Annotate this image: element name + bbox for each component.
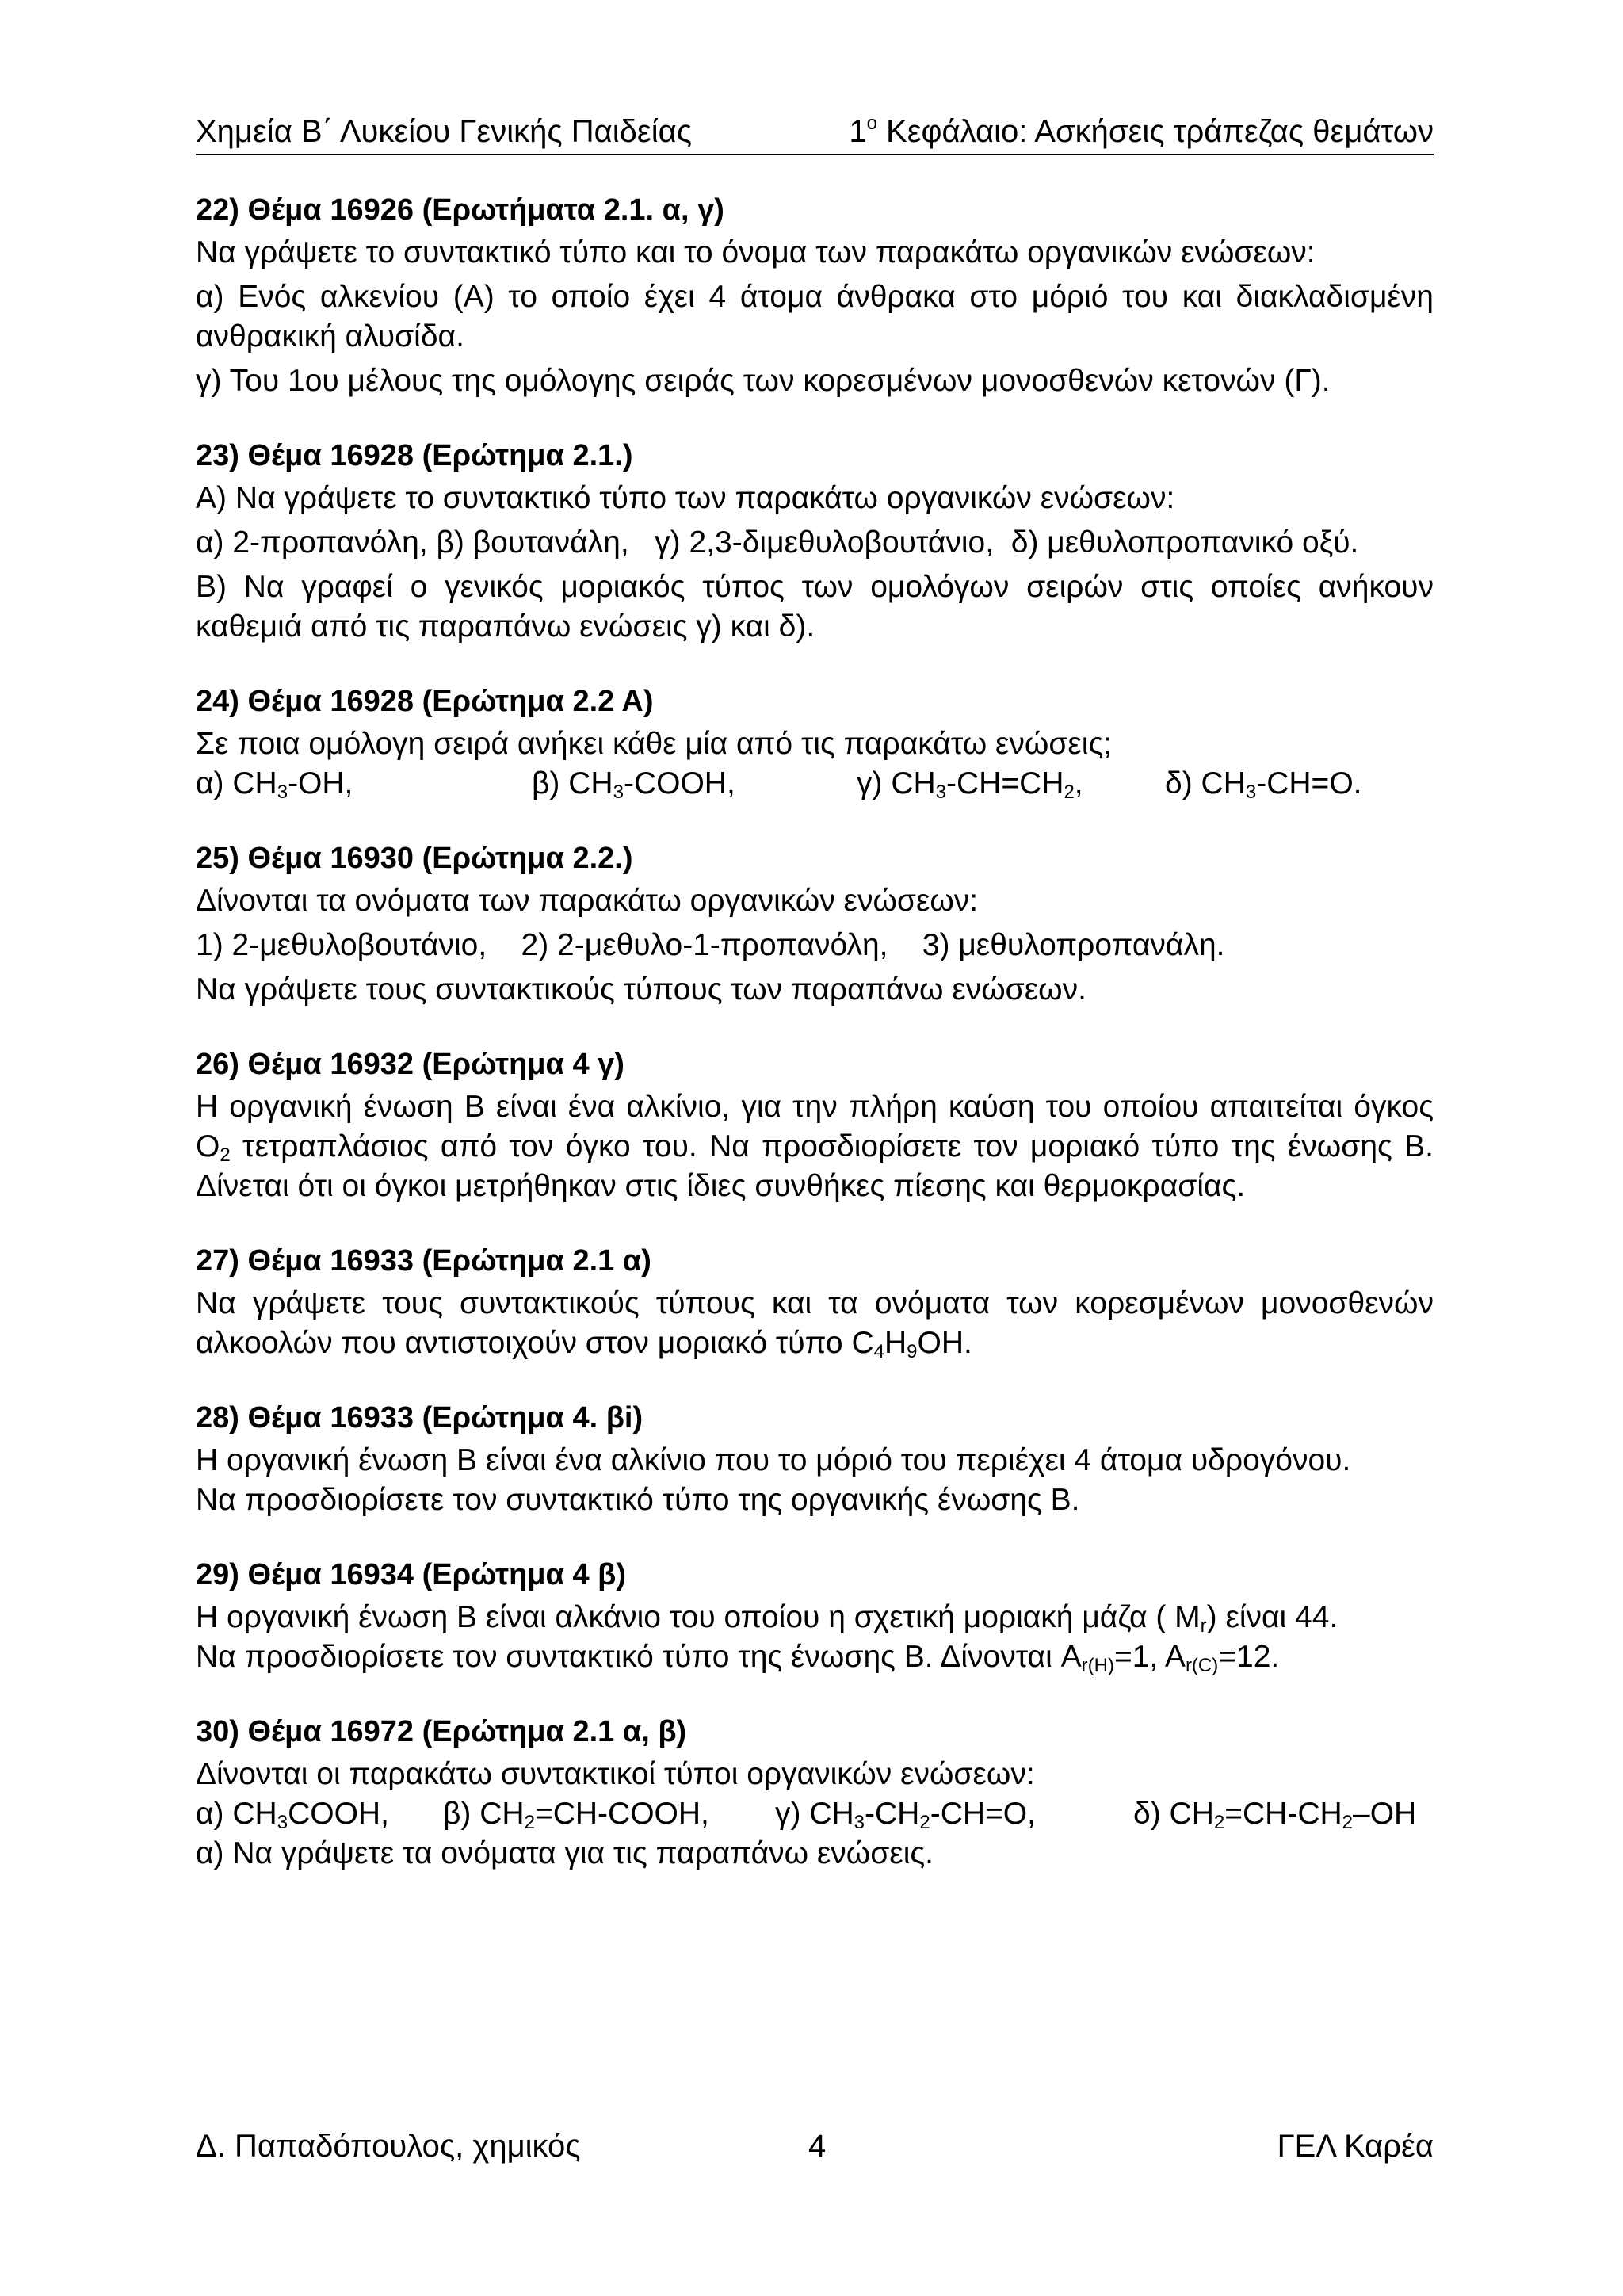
question-title: 24) Θέμα 16928 (Ερώτημα 2.2 Α) bbox=[196, 685, 654, 718]
question-text: 1) 2-μεθυλοβουτάνιο, 2) 2-μεθυλο-1-προπανόλη, 3) μεθυλοπροπανάλη. bbox=[196, 928, 1225, 962]
question-29 bbox=[196, 1555, 1434, 1677]
page-header bbox=[196, 111, 1434, 155]
question-text: γ) Του 1ου μέλους της ομόλογης σειράς των κορεσμένων μονοσθενών κετονών (Γ). bbox=[196, 364, 1331, 398]
question-text: Να γράψετε τους συντακτικούς τύπους και τα ονόματα των κορεσμένων μονοσθενών αλκοολών που αντιστοιχούν στον μοριακό τύπο $C_4H_9OH$. bbox=[196, 1286, 1434, 1362]
page-footer bbox=[196, 2126, 1434, 2167]
question-text: Να προσδιορίσετε τον συντακτικό τύπο της οργανικής ένωσης Β. bbox=[196, 1483, 1080, 1517]
question-text: Α) Να γράψετε το συντακτικό τύπο των παρακάτω οργανικών ενώσεων: bbox=[196, 481, 1175, 515]
question-25 bbox=[196, 839, 1434, 1010]
question-text: Β) Να γραφεί ο γενικός μοριακός τύπος των ομολόγων σειρών στις οποίες ανήκουν καθεμιά από τις παραπάνω ενώσεις γ) και δ). bbox=[196, 570, 1434, 644]
formula-c: γ) $CH_3-CH_2-CH=O$, bbox=[775, 1797, 1036, 1833]
question-text: α) Να γράψετε τα ονόματα για τις παραπάνω ενώσεις. bbox=[196, 1836, 934, 1870]
formula-a: α) $CH_3-OH$, bbox=[196, 766, 353, 803]
question-28 bbox=[196, 1398, 1434, 1520]
question-text: Να γράψετε τους συντακτικούς τύπους των παραπάνω ενώσεων. bbox=[196, 972, 1086, 1007]
footer-school: ΓΕΛ Καρέα bbox=[1277, 2129, 1434, 2164]
formula-row bbox=[196, 1794, 1434, 1834]
question-title: 28) Θέμα 16933 (Ερώτημα 4. βi) bbox=[196, 1401, 643, 1435]
question-title: 26) Θέμα 16932 (Ερώτημα 4 γ) bbox=[196, 1048, 624, 1081]
question-text: α) 2-προπανόλη, β) βουτανάλη, γ) 2,3-διμεθυλοβουτάνιο, δ) μεθυλοπροπανικό οξύ. bbox=[196, 525, 1359, 560]
question-text: Δίνονται οι παρακάτω συντακτικοί τύποι οργανικών ενώσεων: bbox=[196, 1757, 1035, 1791]
formula-a: α) $CH_3COOH$, bbox=[196, 1797, 389, 1833]
question-30 bbox=[196, 1712, 1434, 1874]
question-title: 25) Θέμα 16930 (Ερώτημα 2.2.) bbox=[196, 842, 633, 875]
page-body bbox=[196, 111, 1434, 1874]
page-number: 4 bbox=[808, 2129, 827, 2164]
question-title: 22) Θέμα 16926 (Ερωτήματα 2.1. α, γ) bbox=[196, 193, 724, 227]
question-text: Να προσδιορίσετε τον συντακτικό τύπο της ένωσης Β. Δίνονται $A_{r(H)}=1$, $A_{r(C)}=12$. bbox=[196, 1640, 1280, 1676]
question-text: Σε ποια ομόλογη σειρά ανήκει κάθε μία από τις παρακάτω ενώσεις; bbox=[196, 727, 1113, 761]
question-23 bbox=[196, 436, 1434, 647]
question-22 bbox=[196, 190, 1434, 401]
formula-d: δ) $CH_3-CH=O$. bbox=[1165, 766, 1362, 803]
question-title: 23) Θέμα 16928 (Ερώτημα 2.1.) bbox=[196, 439, 633, 472]
formula-row bbox=[196, 764, 1434, 804]
formula-c: γ) $CH_3-CH=CH_2$, bbox=[857, 766, 1083, 803]
formula-d: δ) $CH_2=CH-CH_2-OH$ bbox=[1133, 1797, 1417, 1833]
question-24 bbox=[196, 682, 1434, 804]
question-text: Η οργανική ένωση Β είναι ένα αλκίνιο, για την πλήρη καύση του οποίου απαιτείται όγκος $O_2$ τετραπλάσιος από τον όγκο του. Να προσδιορίσετε τον μοριακό τύπο της ένωσης Β. Δίνεται ότι οι όγκοι μετρήθηκαν στις ίδιες συνθήκες πίεσης και θερμοκρασίας. bbox=[196, 1090, 1434, 1203]
header-chapter: $1^o$ Κεφάλαιο: Ασκήσεις τράπεζας θεμάτων bbox=[849, 113, 1434, 149]
question-text: Να γράψετε το συντακτικό τύπο και το όνομα των παρακάτω οργανικών ενώσεων: bbox=[196, 235, 1316, 269]
footer-author: Δ. Παπαδόπουλος, χημικός bbox=[196, 2129, 581, 2164]
question-title: 30) Θέμα 16972 (Ερώτημα 2.1 α, β) bbox=[196, 1715, 687, 1748]
formula-b: β) $CH_3$-COOH, bbox=[532, 766, 735, 803]
question-text: Η οργανική ένωση Β είναι ένα αλκίνιο που το μόριό του περιέχει 4 άτομα υδρογόνου. bbox=[196, 1443, 1351, 1477]
question-text: Η οργανική ένωση Β είναι αλκάνιο του οποίου η σχετική μοριακή μάζα ( $M_r$) είναι 44. bbox=[196, 1600, 1338, 1637]
question-text: Δίνονται τα ονόματα των παρακάτω οργανικών ενώσεων: bbox=[196, 884, 979, 918]
question-title: 29) Θέμα 16934 (Ερώτημα 4 β) bbox=[196, 1558, 627, 1591]
header-subject: Χημεία Β΄ Λυκείου Γενικής Παιδείας bbox=[196, 114, 693, 149]
formula-b: β) $CH_2=CH$-COOH, bbox=[443, 1797, 709, 1833]
question-27 bbox=[196, 1241, 1434, 1363]
question-title: 27) Θέμα 16933 (Ερώτημα 2.1 α) bbox=[196, 1244, 651, 1278]
question-text: α) Ενός αλκενίου (Α) το οποίο έχει 4 άτομα άνθρακα στο μόριό του και διακλαδισμένη ανθρακική αλυσίδα. bbox=[196, 280, 1434, 353]
question-26 bbox=[196, 1045, 1434, 1206]
